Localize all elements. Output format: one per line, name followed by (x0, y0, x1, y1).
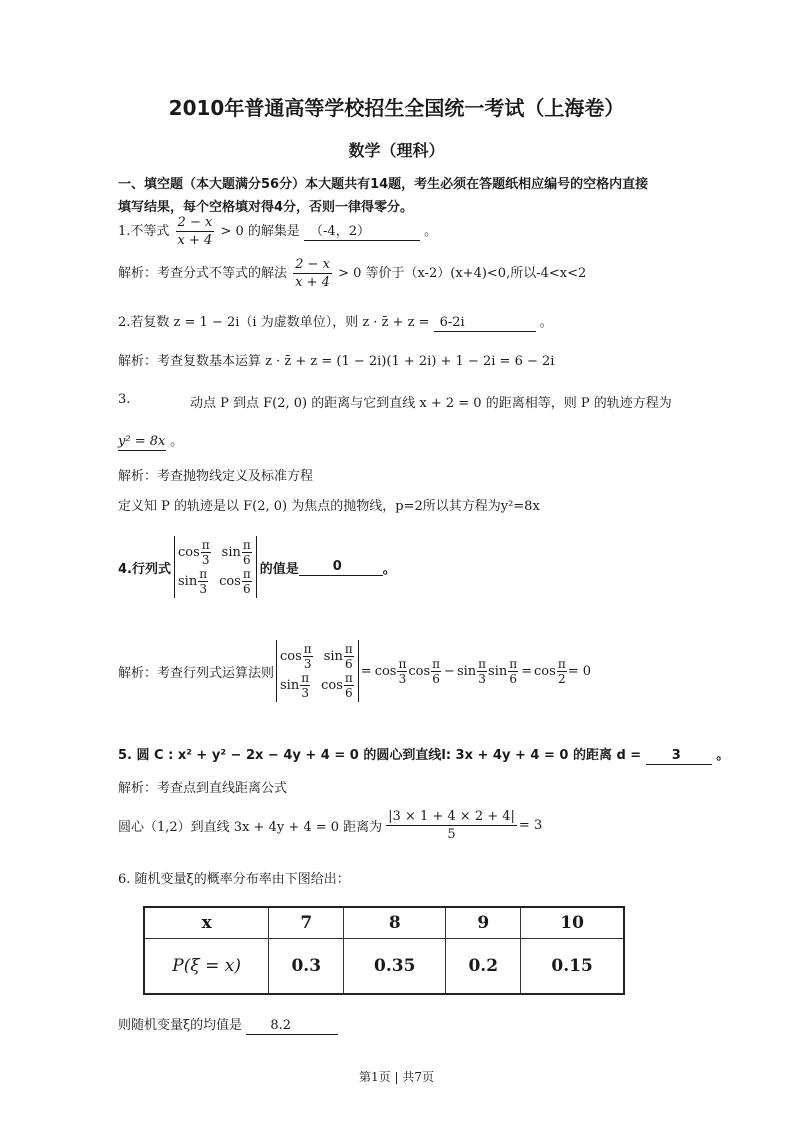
q5-analysis-result: = 3 (518, 818, 543, 833)
q5-analysis-1: 解析：考查点到直线距离公式 (118, 781, 288, 796)
table-row (144, 939, 624, 995)
page-subtitle: 数学（理科） (348, 141, 445, 160)
table-header-cell: x (144, 907, 269, 939)
q1-analysis-fraction (293, 256, 332, 291)
q5-frac-den: 5 (447, 827, 456, 842)
table-header-cell: 8 (344, 907, 446, 939)
q4-suffix: 的值是 (259, 561, 299, 577)
q4-expansion: = cos π 3 cos π 6 − sin π 3 sin $\frac{\pi}{6}$ = cos $\frac{\pi}{2}$ = 0 (360, 656, 591, 686)
question-5 (118, 744, 729, 765)
q3-analysis-2: 定义知 P 的轨迹是以 F(2, 0) 为焦点的抛物线，p=2所以其方程为y²=8x (118, 499, 540, 514)
question-2 (118, 311, 553, 332)
page-title: 2010年普通高等学校招生全国统一考试（上海卷） (168, 96, 625, 120)
table-header-cell: 7 (269, 907, 344, 939)
q4-det-row-1: cos $\frac{\pi}{3}$ sin $\frac{\pi}{6}$ (177, 538, 251, 567)
q2-analysis: 解析：考查复数基本运算 z · z̄ + z = (1 − 2i)(1 + 2i) + 1 − 2i = 6 − 2i (118, 354, 555, 369)
q3-analysis-1: 解析：考查抛物线定义及标准方程 (118, 469, 314, 484)
q1-prefix: 1.不等式 (118, 224, 170, 239)
q4-end: 。 (382, 561, 396, 577)
q6-answer: 8.2 (246, 1018, 338, 1035)
q4-analysis-determinant: cos $\frac{\pi}{3}$ sin $\frac{\pi}{6}$ sin $\frac{\pi}{3}$ cos $\frac{\pi}{6}$ (276, 640, 359, 702)
table-header-cell: 9 (446, 907, 521, 939)
q3-text: 动点 P 到点 F(2, 0) 的距离与它到直线 x + 2 = 0 的距离相等，则 P 的轨迹方程为 (190, 396, 672, 411)
q3-answer: y² = 8x (118, 434, 166, 449)
q5-text: 5. 圆 C : x² + y² − 2x − 4y + 4 = 0 的圆心到直线l: 3x + 4y + 4 = 0 的距离 d = (118, 748, 642, 763)
q5-answer: 3 (646, 748, 712, 765)
table-header-row (144, 907, 624, 939)
question-4 (118, 536, 396, 598)
q1-analysis (118, 256, 586, 291)
q3-answer-line (118, 430, 183, 451)
q4-answer: 0 (299, 559, 383, 576)
q4-determinant (174, 536, 257, 598)
q1-answer: （-4，2） (304, 220, 420, 241)
q1-analysis-prefix: 解析：考查分式不等式的解法 (118, 266, 288, 281)
table-cell: 0.35 (344, 939, 446, 995)
q4-analysis (118, 640, 591, 702)
q2-end: 。 (539, 315, 553, 330)
q1-frac-num: 2 − x (177, 215, 213, 230)
q3-number: 3. (118, 392, 131, 407)
q2-text: 2.若复数 z = 1 − 2i（i 为虚数单位），则 z · z̄ + z = (118, 315, 430, 330)
q1-relation: > 0 的解集是 (220, 224, 300, 239)
q5-analysis-prefix: 圆心（1,2）到直线 3x + 4y + 4 = 0 距离为 (118, 820, 383, 835)
q1-analysis-frac-den: x + 4 (295, 275, 330, 290)
table-row-label: P(ξ = x) (144, 939, 269, 995)
q3-end: 。 (170, 434, 184, 449)
question-6: 6. 随机变量ξ的概率分布率由下图给出： (118, 872, 350, 887)
table-cell: 0.2 (446, 939, 521, 995)
table-cell: 0.15 (521, 939, 624, 995)
q6-conclusion-line (118, 1014, 338, 1035)
q4-analysis-prefix: 解析：考查行列式运算法则 (118, 665, 275, 681)
q1-end: 。 (424, 224, 438, 239)
q4-analysis-result: = 0 (567, 663, 591, 679)
q5-analysis-2 (118, 808, 542, 843)
q1-fraction (176, 214, 215, 249)
table-header-cell: 10 (521, 907, 624, 939)
section-instructions-line1: 一、填空题（本大题满分56分）本大题共有14题，考生必须在答题纸相应编号的空格内直接 (118, 177, 649, 192)
table-cell: 0.3 (269, 939, 344, 995)
q6-conclusion: 则随机变量ξ的均值是 (118, 1018, 243, 1033)
q5-end: 。 (716, 748, 730, 763)
q1-analysis-relation: > 0 (338, 266, 362, 281)
probability-distribution-table (143, 906, 625, 995)
page-footer: 第1页 | 共7页 (359, 1070, 434, 1084)
q1-analysis-frac-num: 2 − x (295, 257, 330, 272)
q5-frac-num: |3 × 1 + 4 × 2 + 4| (388, 809, 515, 824)
q1-analysis-rest: 等价于（x-2）(x+4)<0,所以-4<x<2 (365, 266, 587, 281)
q5-analysis-fraction (386, 808, 517, 843)
section-instructions-line2: 填写结果，每个空格填对得4分，否则一律得零分。 (118, 200, 414, 215)
q4-prefix: 4.行列式 (118, 561, 171, 577)
q4-det-row-2: sin $\frac{\pi}{3}$ cos $\frac{\pi}{6}$ (177, 567, 251, 596)
q2-answer: 6-2i (434, 315, 536, 332)
q1-frac-den: x + 4 (177, 233, 213, 248)
question-1 (118, 214, 437, 249)
